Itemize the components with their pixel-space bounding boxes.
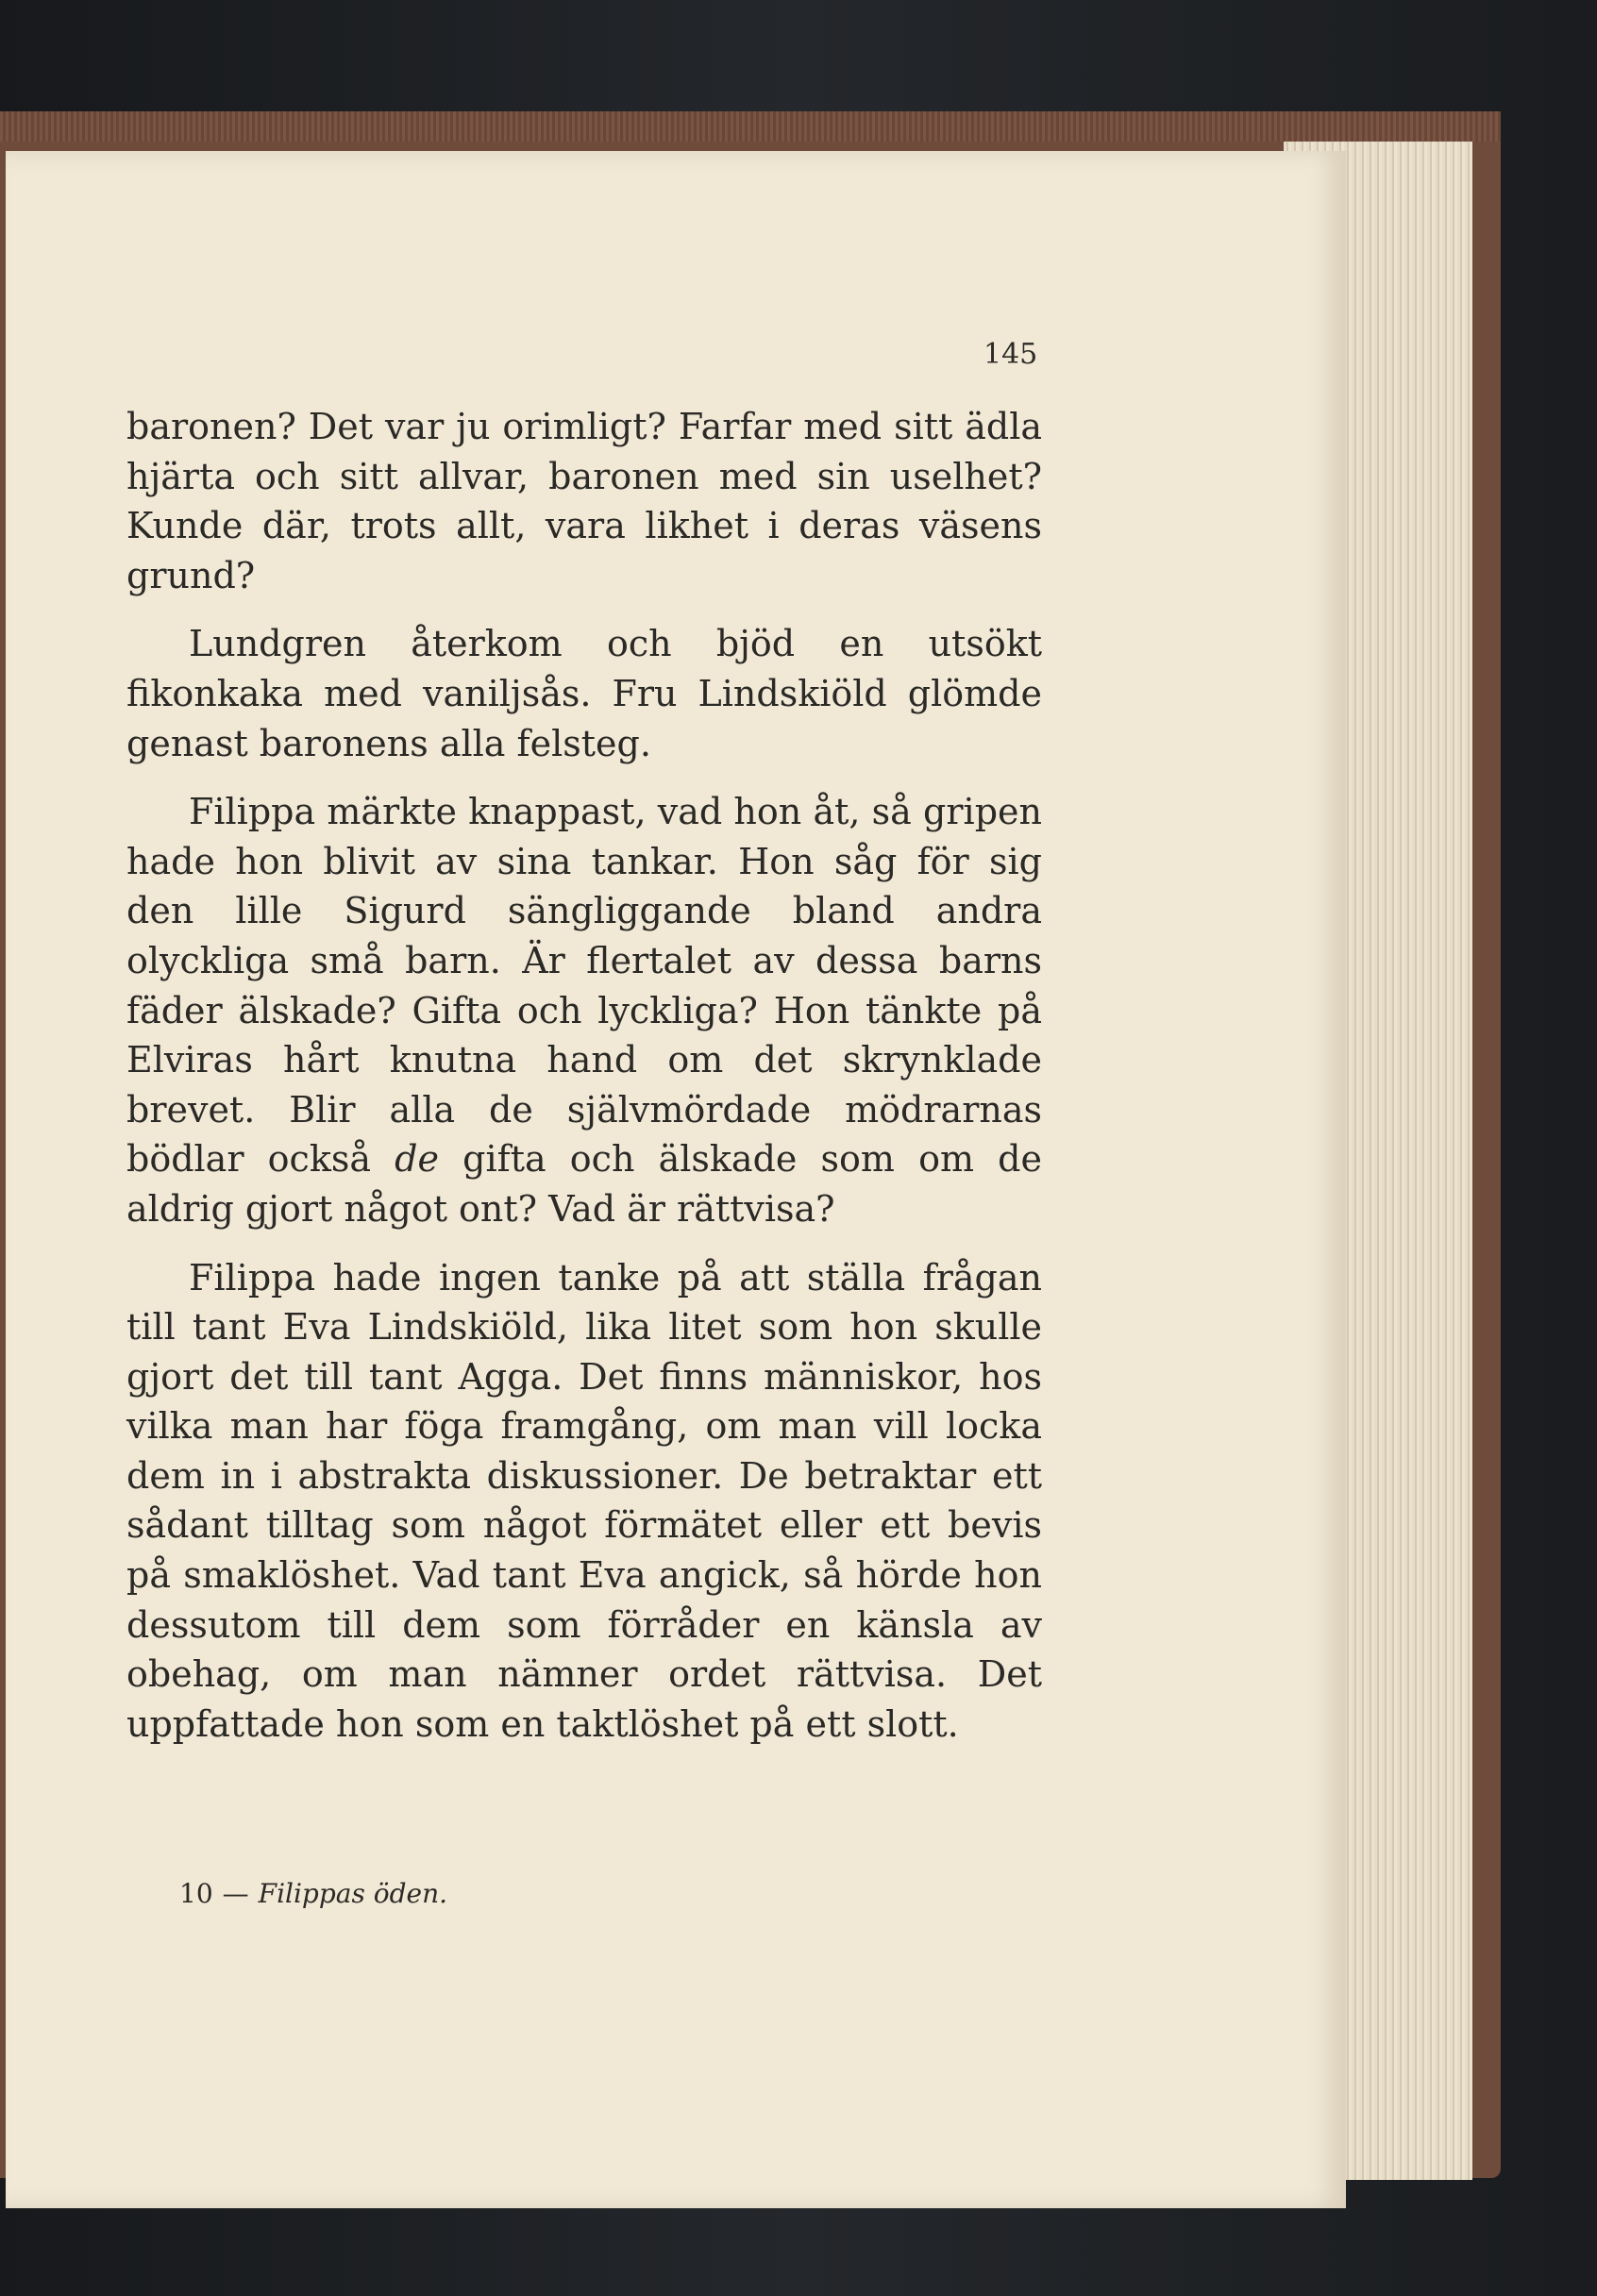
paragraph-3-text-after: gifta och älskade som om de aldrig gjort något ont? Vad är rättvisa? <box>126 1138 1042 1230</box>
paragraph-4: Filippa hade ingen tanke på att ställa frågan till tant Eva Lindskiöld, lika litet som hon skulle gjort det till tant Agga. Det finns människor, hos vilka man har föga framgång, om man vill locka dem in i abstrakta diskussioner. De betraktar ett sådant tilltag som något förmätet eller ett bevis på smaklöshet. Vad tant Eva angick, så hörde hon dessutom till dem som förråder en känsla av obehag, om man nämner ordet rättvisa. Det uppfattade hon som en taktlöshet på ett slott. <box>126 1256 1042 1745</box>
footer-book-title: Filippas öden. <box>258 1878 448 1909</box>
page-footer <box>179 1878 447 1909</box>
cover-top-edge <box>0 111 1501 142</box>
paragraph-3-emphasis: de <box>395 1138 439 1181</box>
page-number: 145 <box>983 338 1038 371</box>
footer-separator: — <box>222 1878 249 1909</box>
paragraph-3-text-before: Filippa märkte knappast, vad hon åt, så gripen hade hon blivit av sina tankar. Hon såg för sig den lille Sigurd sängliggande bland andra olyckliga små barn. Är flertalet av dessa barns fäder älskade? Gifta och lyckliga? Hon tänkte på Elviras hårt knutna hand om det skrynklade brevet. Blir alla de självmördade mödrarnas bödlar också <box>126 791 1042 1181</box>
paragraph-2: Lundgren återkom och bjöd en utsökt fikonkaka med vaniljsås. Fru Lindskiöld glömde genast baronens alla felsteg. <box>126 623 1042 764</box>
paragraph-3 <box>126 787 1042 1233</box>
footer-signature: 10 <box>179 1878 213 1909</box>
paragraph-1: baronen? Det var ju orimligt? Farfar med sitt ädla hjärta och sitt allvar, baronen med sin uselhet? Kunde där, trots allt, vara likhet i deras väsens grund? <box>126 406 1042 596</box>
page-text <box>126 402 1042 1749</box>
